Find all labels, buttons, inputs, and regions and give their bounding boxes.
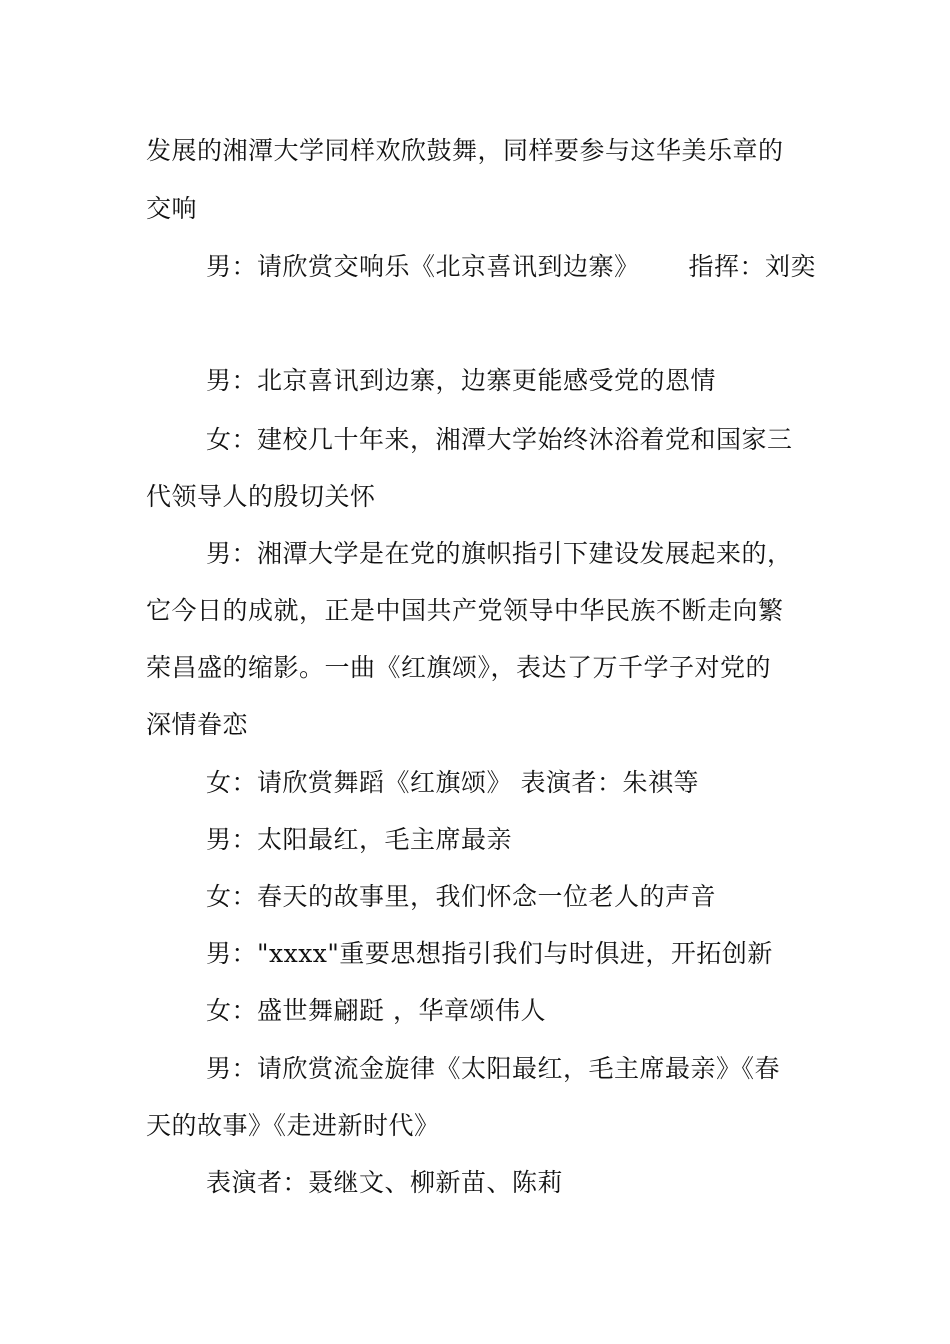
paragraph-line: 女：建校几十年来，湘潭大学始终沐浴着党和国家三 [206,425,793,454]
paragraph-line: 深情眷恋 [146,710,249,739]
paragraph-line: 天的故事》《走进新时代》 [146,1111,440,1140]
paragraph-line: 代领导人的殷切关怀 [146,482,376,511]
program-title: 男：请欣赏交响乐《北京喜讯到边寨》 [206,252,640,281]
paragraph-line: 女：春天的故事里，我们怀念一位老人的声音 [206,882,717,911]
paragraph-line: 发展的湘潭大学同样欢欣鼓舞，同样要参与这华美乐章的 [146,136,784,165]
paragraph-line: 荣昌盛的缩影。一曲《红旗颂》，表达了万千学子对党的 [146,653,772,682]
paragraph-line: 女：请欣赏舞蹈《红旗颂》 表演者：朱祺等 [206,768,699,797]
paragraph-line: 男：请欣赏流金旋律《太阳最红，毛主席最亲》《春 [206,1054,781,1083]
paragraph-line: 交响 [146,194,198,223]
paragraph-line: 男：湘潭大学是在党的旗帜指引下建设发展起来的， [206,539,793,568]
program-conductor: 指挥：刘奕 [688,252,816,281]
paragraph-line: 女：盛世舞翩跹 ，华章颂伟人 [206,996,546,1025]
program-announcement-line [206,250,816,284]
paragraph-line: 它今日的成就，正是中国共产党领导中华民族不断走向繁 [146,596,784,625]
paragraph-line: 男：北京喜讯到边寨，边寨更能感受党的恩情 [206,366,717,395]
paragraph-line: 表演者：聂继文、柳新苗、陈莉 [206,1168,564,1197]
paragraph-line: 男："xxxx"重要思想指引我们与时俱进，开拓创新 [206,939,773,968]
paragraph-line: 男：太阳最红，毛主席最亲 [206,825,513,854]
